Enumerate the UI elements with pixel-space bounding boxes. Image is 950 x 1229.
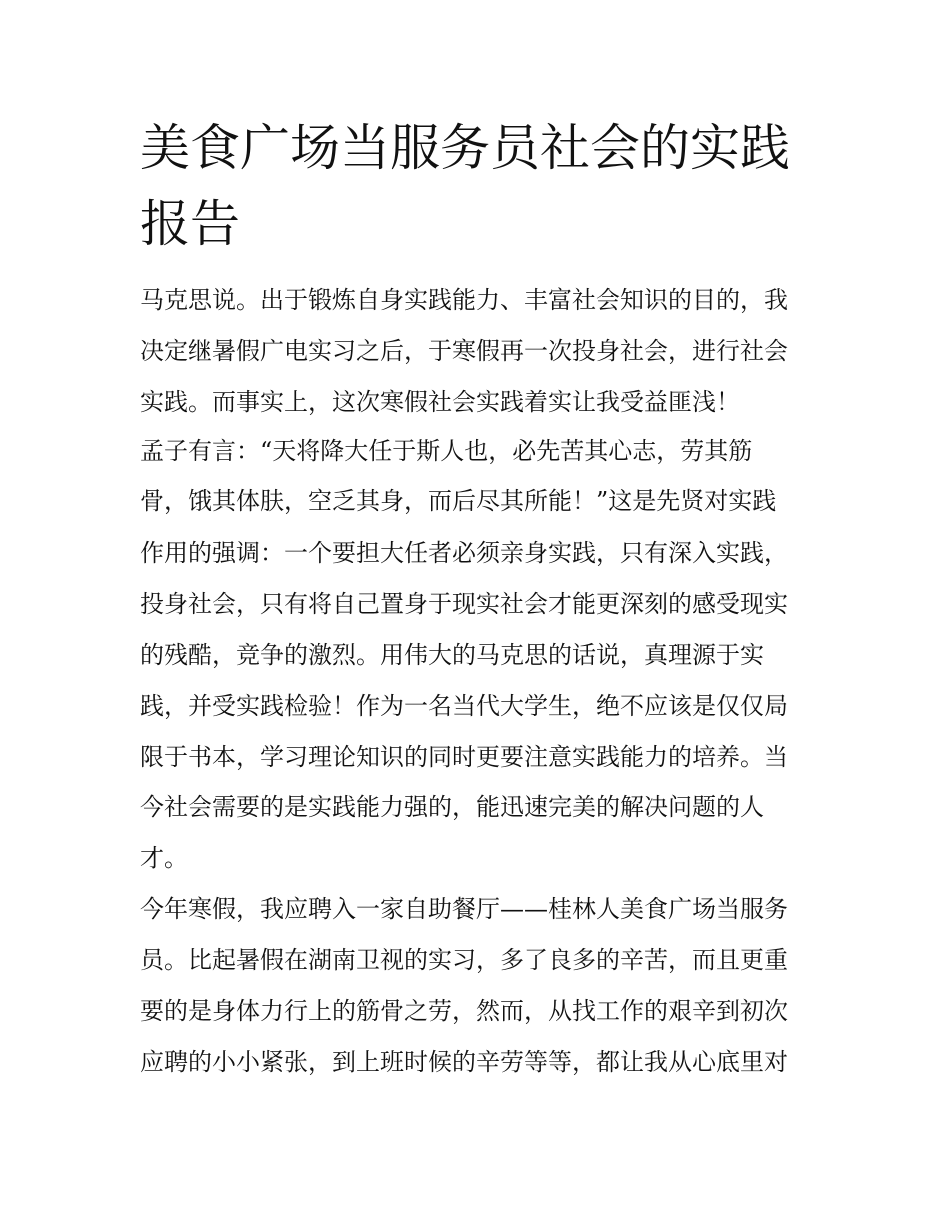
title-line: 报告 [140,195,240,253]
body-line: 实践。而事实上，这次寒假社会实践着实让我受益匪浅！ [140,388,740,416]
body-line: 今年寒假，我应聘入一家自助餐厅——桂林人美食广场当服务 [140,895,788,923]
body-line: 骨，饿其体肤，空乏其身，而后尽其所能！”这是先贤对实践 [140,487,777,515]
body-line: 员。比起暑假在湖南卫视的实习，多了良多的辛苦，而且更重 [140,946,788,974]
document-title [140,110,820,262]
body-line: 践，并受实践检验！作为一名当代大学生，绝不应该是仅仅局 [140,692,788,720]
body-line: 孟子有言：“天将降大任于斯人也，必先苦其心志，劳其筋 [140,437,753,465]
body-line: 要的是身体力行上的筋骨之劳，然而，从找工作的艰辛到初次 [140,997,788,1025]
title-line: 美食广场当服务员社会的实践 [140,119,790,177]
body-line: 决定继暑假广电实习之后，于寒假再一次投身社会，进行社会 [140,337,788,365]
body-line: 限于书本，学习理论知识的同时更要注意实践能力的培养。当 [140,743,788,771]
body-line: 今社会需要的是实践能力强的，能迅速完美的解决问题的人 [140,793,764,821]
body-line: 投身社会，只有将自己置身于现实社会才能更深刻的感受现实 [140,590,788,618]
body-line: 作用的强调：一个要担大任者必须亲身实践，只有深入实践， [140,539,788,567]
body-line: 马克思说。出于锻炼自身实践能力、丰富社会知识的目的，我 [140,286,788,314]
body-line: 的残酷，竞争的激烈。用伟大的马克思的话说，真理源于实 [140,641,764,669]
body-line: 应聘的小小紧张，到上班时候的辛劳等等，都让我从心底里对 [140,1048,788,1076]
body-line: 才。 [140,844,188,872]
